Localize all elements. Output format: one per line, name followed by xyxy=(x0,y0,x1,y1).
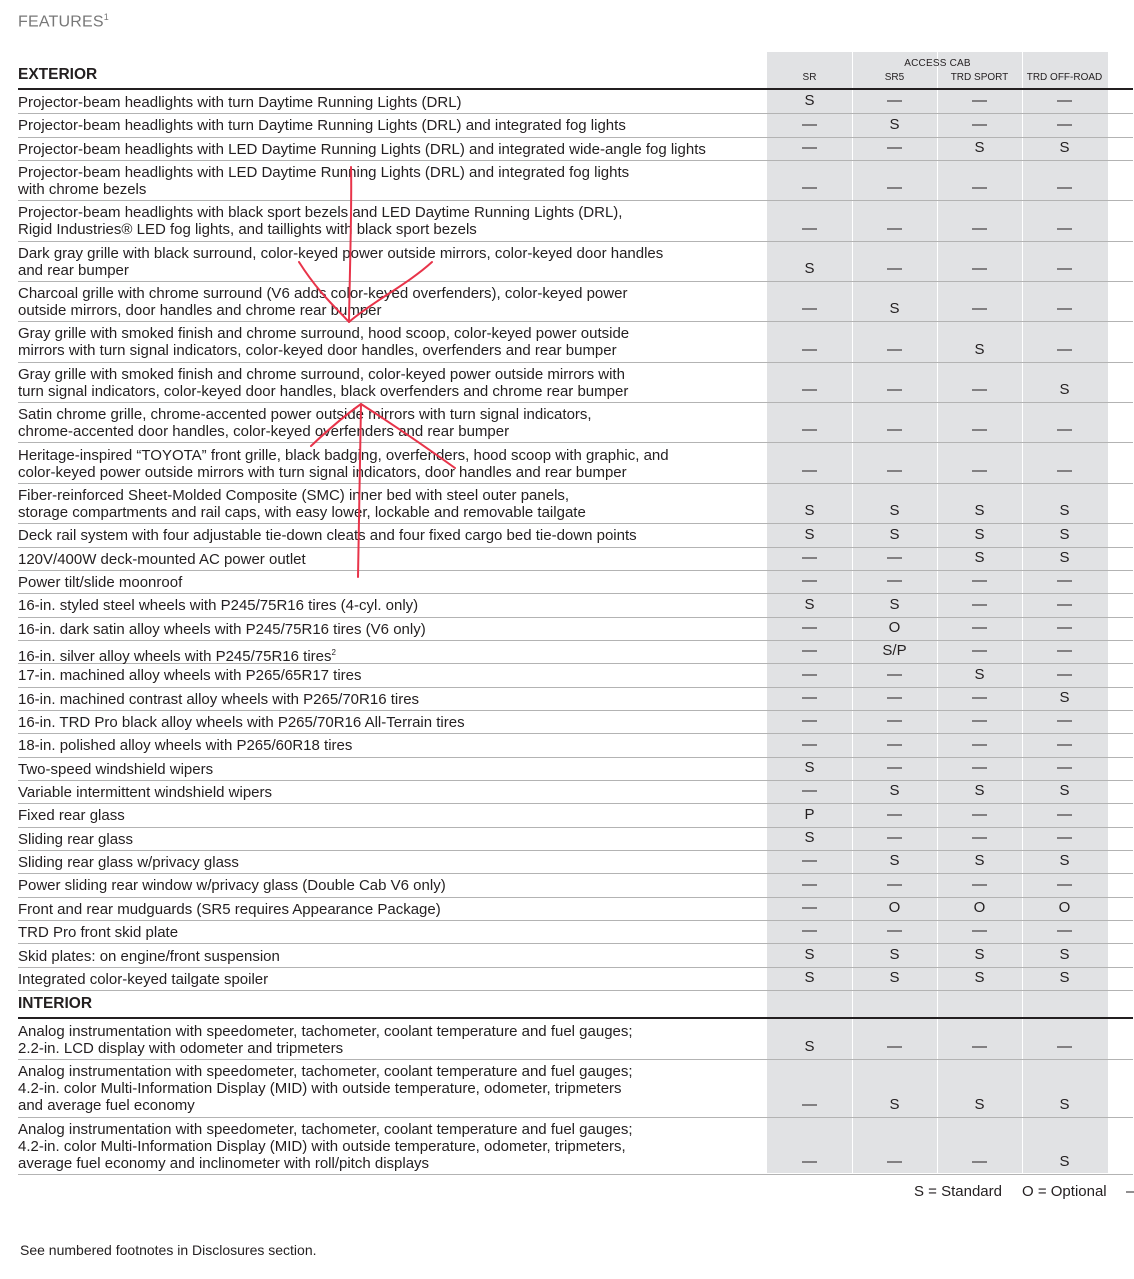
feature-name: Skid plates: on engine/front suspension xyxy=(18,947,280,965)
cell-sr5: S xyxy=(889,1095,900,1113)
feature-name: Dark gray grille with black surround, color-keyed power outside mirrors, color-keyed door handles and rear bumper xyxy=(18,244,664,279)
cell-sr5: — xyxy=(887,735,902,753)
cell-sr: — xyxy=(802,179,817,197)
cell-sr5: S xyxy=(889,969,900,987)
cell-sr: — xyxy=(802,1153,817,1171)
cell-sr: — xyxy=(802,618,817,636)
cell-sr5: — xyxy=(887,712,902,730)
cell-sr5: — xyxy=(887,829,902,847)
column-header-trd-offroad: TRD OFF-ROAD xyxy=(1026,72,1103,83)
feature-name: Analog instrumentation with speedometer, tachometer, coolant temperature and fuel gauges; 4.2-in. color Multi-Information Display (MID) with outside temperature, odometer, tripmeters, average fuel economy and inclinometer with roll/pitch displays xyxy=(18,1120,633,1172)
cell-sr: — xyxy=(802,665,817,683)
cell-sr5: — xyxy=(887,922,902,940)
cell-sr: — xyxy=(802,688,817,706)
feature-name: Variable intermittent windshield wipers xyxy=(18,784,273,802)
cell-sr5: — xyxy=(887,461,902,479)
feature-name: Fixed rear glass xyxy=(18,807,125,825)
cell-trd-sport: — xyxy=(972,115,987,133)
cell-trd-offroad: S xyxy=(1059,502,1070,520)
cell-trd-offroad: — xyxy=(1057,642,1072,660)
cell-sr: — xyxy=(802,421,817,439)
cell-sr: — xyxy=(802,548,817,566)
cell-sr: S xyxy=(804,1038,815,1056)
feature-name: Power tilt/slide moonroof xyxy=(18,573,183,591)
cell-trd-offroad: — xyxy=(1057,759,1072,777)
column-header-sr5: SR5 xyxy=(884,72,905,83)
feature-name: Charcoal grille with chrome surround (V6 adds color-keyed overfenders), color-keyed power outside mirrors, door handles and chrome rear bumper xyxy=(18,285,628,320)
feature-name: 16-in. silver alloy wheels with P245/75R16 tires$^2$ xyxy=(18,647,336,665)
feature-name: Analog instrumentation with speedometer, tachometer, coolant temperature and fuel gauges; 2.2-in. LCD display with odometer and tripmeters xyxy=(18,1023,633,1057)
column-header-trd-sport: TRD SPORT xyxy=(950,72,1009,83)
cell-sr5: S xyxy=(889,945,900,963)
cell-trd-sport: — xyxy=(972,805,987,823)
cell-trd-offroad: S xyxy=(1059,548,1070,566)
section-heading-interior: INTERIOR xyxy=(18,995,93,1012)
cell-trd-sport: S xyxy=(974,548,985,566)
legend-optional: O = Optional xyxy=(1022,1183,1107,1200)
cell-sr: — xyxy=(802,461,817,479)
cell-sr5: — xyxy=(887,1038,902,1056)
feature-name: Two-speed windshield wipers xyxy=(18,760,214,778)
cell-trd-sport: — xyxy=(972,759,987,777)
cell-trd-offroad: S xyxy=(1059,139,1070,157)
feature-name: Heritage-inspired “TOYOTA” front grille, black badging, overfenders, hood scoop with graphic, and color-keyed power outside mirrors with turn signal indicators, door handles and rear bumper xyxy=(18,446,669,481)
cell-trd-offroad: — xyxy=(1057,829,1072,847)
cell-sr: S xyxy=(804,502,815,520)
cell-trd-sport: — xyxy=(972,712,987,730)
cell-trd-sport: S xyxy=(974,945,985,963)
cell-sr5: — xyxy=(887,875,902,893)
cell-trd-offroad: S xyxy=(1059,1095,1070,1113)
cell-sr: S xyxy=(804,525,815,543)
cell-trd-sport: S xyxy=(974,852,985,870)
cell-trd-sport: S xyxy=(974,502,985,520)
cell-sr: P xyxy=(804,805,815,823)
column-header-sr: SR xyxy=(802,72,817,83)
cell-sr: — xyxy=(802,300,817,318)
cell-sr: — xyxy=(802,340,817,358)
cell-sr5: — xyxy=(887,139,902,157)
cell-trd-sport: — xyxy=(972,260,987,278)
cell-trd-sport: S xyxy=(974,665,985,683)
cell-trd-sport: — xyxy=(972,92,987,110)
section-heading-exterior: EXTERIOR xyxy=(18,66,98,83)
feature-name: Integrated color-keyed tailgate spoiler xyxy=(18,970,269,988)
cell-sr5: — xyxy=(887,572,902,590)
cell-trd-sport: — xyxy=(972,642,987,660)
cell-sr5: — xyxy=(887,759,902,777)
feature-name: 16-in. dark satin alloy wheels with P245/75R16 tires (V6 only) xyxy=(18,620,426,638)
cell-trd-sport: — xyxy=(972,381,987,399)
cell-sr5: S xyxy=(889,502,900,520)
cell-trd-offroad: — xyxy=(1057,875,1072,893)
cell-sr: — xyxy=(802,852,817,870)
cell-trd-offroad: S xyxy=(1059,945,1070,963)
cell-sr: — xyxy=(802,381,817,399)
cell-trd-offroad: — xyxy=(1057,595,1072,613)
cell-trd-offroad: — xyxy=(1057,92,1072,110)
cell-trd-sport: — xyxy=(972,922,987,940)
feature-name: 16-in. styled steel wheels with P245/75R16 tires (4-cyl. only) xyxy=(18,597,419,615)
cell-trd-offroad: S xyxy=(1059,525,1070,543)
feature-name: 16-in. machined contrast alloy wheels with P265/70R16 tires xyxy=(18,690,420,708)
feature-name: Power sliding rear window w/privacy glass (Double Cab V6 only) xyxy=(18,877,446,895)
feature-name: TRD Pro front skid plate xyxy=(18,924,179,942)
cell-trd-sport: S xyxy=(974,525,985,543)
cell-trd-sport: S xyxy=(974,139,985,157)
feature-name: 18-in. polished alloy wheels with P265/60R18 tires xyxy=(18,737,353,755)
cell-sr5: — xyxy=(887,179,902,197)
cell-sr: — xyxy=(802,115,817,133)
cell-trd-sport: — xyxy=(972,1153,987,1171)
cell-trd-offroad: S xyxy=(1059,688,1070,706)
cell-trd-sport: — xyxy=(972,300,987,318)
cell-trd-offroad: — xyxy=(1057,618,1072,636)
cell-sr: — xyxy=(802,139,817,157)
cell-trd-sport: — xyxy=(972,595,987,613)
cell-sr5: — xyxy=(887,421,902,439)
cell-sr: — xyxy=(802,782,817,800)
cell-sr5: — xyxy=(887,665,902,683)
footnote: See numbered footnotes in Disclosures section. xyxy=(20,1242,317,1258)
cell-trd-offroad: — xyxy=(1057,572,1072,590)
cell-sr5: S xyxy=(889,115,900,133)
cell-trd-offroad: — xyxy=(1057,179,1072,197)
column-group-label: ACCESS CAB xyxy=(904,58,971,69)
cell-sr5: — xyxy=(887,688,902,706)
feature-name: Projector-beam headlights with LED Daytime Running Lights (DRL) and integrated wide-angle fog lights xyxy=(18,140,706,158)
cell-trd-sport: S xyxy=(974,340,985,358)
cell-trd-offroad: — xyxy=(1057,421,1072,439)
cell-sr5: — xyxy=(887,548,902,566)
cell-sr: S xyxy=(804,829,815,847)
cell-sr5: S xyxy=(889,300,900,318)
cell-sr5: — xyxy=(887,805,902,823)
cell-trd-offroad: — xyxy=(1057,1038,1072,1056)
cell-trd-offroad: — xyxy=(1057,712,1072,730)
feature-name: Projector-beam headlights with turn Daytime Running Lights (DRL) and integrated fog lights xyxy=(18,117,626,135)
cell-trd-sport: — xyxy=(972,179,987,197)
cell-trd-sport: — xyxy=(972,219,987,237)
up-arrow-head xyxy=(311,404,455,468)
cell-sr5: O xyxy=(888,618,901,636)
up-arrow-shaft xyxy=(358,404,361,577)
cell-sr: S xyxy=(804,92,815,110)
page-title: FEATURES$^1$ xyxy=(18,12,109,31)
cell-sr5: — xyxy=(887,92,902,110)
cell-trd-sport: O xyxy=(973,899,986,917)
cell-trd-sport: — xyxy=(972,688,987,706)
feature-name: Analog instrumentation with speedometer, tachometer, coolant temperature and fuel gauges; 4.2-in. color Multi-Information Display (MID) with outside temperature, odometer, tripmeters and average fuel economy xyxy=(18,1063,633,1115)
cell-sr5: S xyxy=(889,525,900,543)
cell-trd-offroad: S xyxy=(1059,1153,1070,1171)
cell-trd-offroad: — xyxy=(1057,805,1072,823)
feature-name: Projector-beam headlights with black sport bezels and LED Daytime Running Lights (DRL), Rigid Industries® LED fog lights, and taillights with black sport bezels xyxy=(18,204,623,239)
cell-sr: S xyxy=(804,945,815,963)
cell-sr: — xyxy=(802,642,817,660)
cell-trd-offroad: — xyxy=(1057,461,1072,479)
feature-name: Fiber-reinforced Sheet-Molded Composite (SMC) inner bed with steel outer panels, storage compartments and rail caps, with easy lower, lockable and removable tailgate xyxy=(18,486,586,521)
cell-sr5: — xyxy=(887,260,902,278)
down-arrow-head xyxy=(299,262,432,322)
cell-sr: — xyxy=(802,1095,817,1113)
cell-trd-offroad: — xyxy=(1057,665,1072,683)
cell-trd-sport: — xyxy=(972,618,987,636)
cell-sr: S xyxy=(804,595,815,613)
legend-not-available: – xyxy=(1126,1183,1134,1200)
feature-name: Gray grille with smoked finish and chrome surround, hood scoop, color-keyed power outside mirrors with turn signal indicators, color-keyed door handles, overfenders and rear bumper xyxy=(18,325,630,360)
cell-trd-sport: S xyxy=(974,1095,985,1113)
cell-trd-sport: — xyxy=(972,572,987,590)
cell-sr5: — xyxy=(887,381,902,399)
cell-sr: — xyxy=(802,712,817,730)
cell-trd-sport: — xyxy=(972,735,987,753)
feature-name: Projector-beam headlights with turn Daytime Running Lights (DRL) xyxy=(18,94,462,111)
feature-name: Front and rear mudguards (SR5 requires Appearance Package) xyxy=(18,900,441,918)
cell-sr5: S xyxy=(889,782,900,800)
cell-sr: — xyxy=(802,572,817,590)
cell-sr5: S xyxy=(889,595,900,613)
cell-sr5: S xyxy=(889,852,900,870)
feature-name: Sliding rear glass w/privacy glass xyxy=(18,854,239,872)
feature-name: Gray grille with smoked finish and chrome surround, color-keyed power outside mirrors with turn signal indicators, color-keyed door handles, black overfenders and chrome rear bumper xyxy=(18,365,629,400)
cell-trd-offroad: — xyxy=(1057,340,1072,358)
cell-sr: S xyxy=(804,969,815,987)
cell-sr: — xyxy=(802,219,817,237)
cell-sr: — xyxy=(802,735,817,753)
cell-trd-sport: — xyxy=(972,829,987,847)
cell-trd-offroad: S xyxy=(1059,782,1070,800)
cell-trd-sport: S xyxy=(974,782,985,800)
cell-sr5: O xyxy=(888,899,901,917)
down-arrow-shaft xyxy=(349,167,351,322)
feature-name: Satin chrome grille, chrome-accented power outside mirrors with turn signal indicators, chrome-accented door handles, color-keyed overfenders and rear bumper xyxy=(18,406,592,441)
cell-trd-sport: S xyxy=(974,969,985,987)
cell-sr5: — xyxy=(887,1153,902,1171)
legend-standard: S = Standard xyxy=(914,1183,1002,1200)
cell-trd-offroad: — xyxy=(1057,219,1072,237)
cell-trd-offroad: — xyxy=(1057,300,1072,318)
cell-trd-offroad: — xyxy=(1057,115,1072,133)
feature-name: Deck rail system with four adjustable tie-down cleats and four fixed cargo bed tie-down points xyxy=(18,527,637,545)
cell-sr: S xyxy=(804,759,815,777)
cell-trd-offroad: — xyxy=(1057,922,1072,940)
cell-sr: — xyxy=(802,922,817,940)
feature-name: 17-in. machined alloy wheels with P265/65R17 tires xyxy=(18,667,362,685)
cell-trd-sport: — xyxy=(972,421,987,439)
cell-trd-offroad: — xyxy=(1057,735,1072,753)
cell-trd-offroad: O xyxy=(1058,899,1071,917)
feature-name: Sliding rear glass xyxy=(18,830,134,848)
feature-name: Projector-beam headlights with LED Daytime Running Lights (DRL) and integrated fog lights with chrome bezels xyxy=(18,164,630,199)
cell-trd-sport: — xyxy=(972,875,987,893)
feature-name: 120V/400W deck-mounted AC power outlet xyxy=(18,550,306,568)
cell-sr: S xyxy=(804,260,815,278)
feature-name: 16-in. TRD Pro black alloy wheels with P265/70R16 All-Terrain tires xyxy=(18,714,465,731)
cell-trd-offroad: S xyxy=(1059,852,1070,870)
cell-trd-sport: — xyxy=(972,1038,987,1056)
cell-trd-offroad: — xyxy=(1057,260,1072,278)
cell-sr5: — xyxy=(887,340,902,358)
cell-sr: — xyxy=(802,899,817,917)
cell-sr: — xyxy=(802,875,817,893)
cell-sr5: — xyxy=(887,219,902,237)
cell-sr5: S/P xyxy=(882,642,907,660)
cell-trd-sport: — xyxy=(972,461,987,479)
cell-trd-offroad: S xyxy=(1059,969,1070,987)
cell-trd-offroad: S xyxy=(1059,381,1070,399)
